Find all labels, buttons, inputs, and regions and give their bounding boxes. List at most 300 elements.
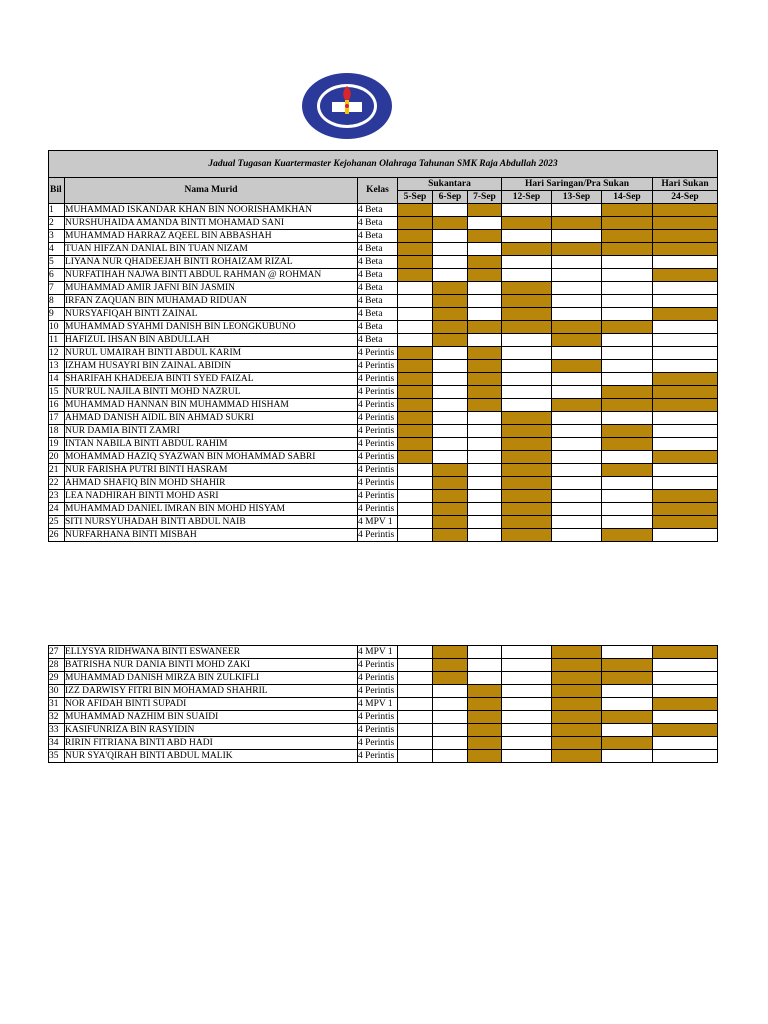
table-row: [49, 438, 718, 451]
duty-cell-empty: [468, 659, 502, 672]
duty-cell-assigned: [468, 360, 502, 373]
duty-cell-assigned: [602, 217, 653, 230]
duty-cell-assigned: [552, 711, 602, 724]
student-name: AHMAD SHAFIQ BIN MOHD SHAHIR: [65, 477, 358, 490]
duty-cell-assigned: [552, 737, 602, 750]
duty-cell-assigned: [602, 737, 653, 750]
table-row: [49, 386, 718, 399]
row-number: 5: [49, 256, 65, 269]
duty-cell-empty: [653, 360, 718, 373]
duty-cell-empty: [653, 659, 718, 672]
duty-schedule-table-continued: [48, 645, 718, 763]
duty-cell-empty: [398, 646, 433, 659]
duty-cell-empty: [552, 490, 602, 503]
table-row: [49, 451, 718, 464]
table-row: [49, 672, 718, 685]
table-row: [49, 230, 718, 243]
duty-cell-assigned: [653, 308, 718, 321]
table-row: [49, 217, 718, 230]
duty-cell-empty: [653, 477, 718, 490]
duty-cell-empty: [398, 321, 433, 334]
table-row: [49, 659, 718, 672]
duty-cell-assigned: [602, 243, 653, 256]
duty-cell-empty: [433, 204, 468, 217]
table-row: [49, 204, 718, 217]
duty-cell-assigned: [398, 399, 433, 412]
student-class: 4 Perintis: [358, 659, 398, 672]
student-class: 4 Beta: [358, 204, 398, 217]
student-name: SITI NURSYUHADAH BINTI ABDUL NAIB: [65, 516, 358, 529]
duty-cell-empty: [653, 347, 718, 360]
duty-cell-assigned: [433, 503, 468, 516]
student-class: 4 Beta: [358, 321, 398, 334]
duty-cell-empty: [602, 373, 653, 386]
student-class: 4 Perintis: [358, 503, 398, 516]
duty-cell-empty: [433, 230, 468, 243]
header-group-sukantara: Sukantara: [398, 178, 502, 191]
duty-cell-assigned: [433, 672, 468, 685]
student-name: MUHAMMAD SYAHMI DANISH BIN LEONGKUBUNO: [65, 321, 358, 334]
duty-cell-empty: [502, 711, 552, 724]
row-number: 29: [49, 672, 65, 685]
duty-cell-assigned: [398, 243, 433, 256]
student-rows-continued: [49, 646, 718, 763]
header-date: 6-Sep: [433, 191, 468, 204]
student-class: 4 Beta: [358, 217, 398, 230]
duty-cell-empty: [653, 334, 718, 347]
duty-cell-assigned: [502, 295, 552, 308]
duty-cell-empty: [398, 334, 433, 347]
row-number: 31: [49, 698, 65, 711]
duty-cell-empty: [398, 295, 433, 308]
duty-cell-assigned: [433, 321, 468, 334]
duty-cell-assigned: [602, 204, 653, 217]
duty-cell-empty: [502, 334, 552, 347]
duty-cell-assigned: [602, 425, 653, 438]
duty-cell-assigned: [468, 386, 502, 399]
student-name: NUR'RUL NAJILA BINTI MOHD NAZRUL: [65, 386, 358, 399]
duty-cell-assigned: [552, 724, 602, 737]
student-name: INTAN NABILA BINTI ABDUL RAHIM: [65, 438, 358, 451]
table-row: [49, 399, 718, 412]
duty-cell-assigned: [653, 646, 718, 659]
duty-cell-assigned: [602, 321, 653, 334]
student-class: 4 Beta: [358, 243, 398, 256]
row-number: 15: [49, 386, 65, 399]
duty-cell-assigned: [653, 269, 718, 282]
duty-cell-assigned: [653, 516, 718, 529]
student-name: MUHAMMAD DANIEL IMRAN BIN MOHD HISYAM: [65, 503, 358, 516]
duty-cell-empty: [502, 230, 552, 243]
student-class: 4 Beta: [358, 230, 398, 243]
row-number: 2: [49, 217, 65, 230]
duty-cell-empty: [398, 672, 433, 685]
table-row: [49, 269, 718, 282]
duty-cell-assigned: [602, 386, 653, 399]
table-row: [49, 321, 718, 334]
row-number: 3: [49, 230, 65, 243]
duty-cell-assigned: [433, 477, 468, 490]
duty-cell-empty: [433, 412, 468, 425]
duty-cell-empty: [653, 750, 718, 763]
duty-cell-assigned: [468, 399, 502, 412]
table-row: [49, 295, 718, 308]
table-row: [49, 737, 718, 750]
student-name: LEA NADHIRAH BINTI MOHD ASRI: [65, 490, 358, 503]
duty-cell-assigned: [502, 477, 552, 490]
duty-cell-empty: [502, 685, 552, 698]
duty-cell-empty: [653, 464, 718, 477]
table-row: [49, 347, 718, 360]
duty-cell-assigned: [468, 347, 502, 360]
header-group-saringan: Hari Saringan/Pra Sukan: [502, 178, 653, 191]
duty-cell-empty: [398, 490, 433, 503]
row-number: 8: [49, 295, 65, 308]
table-row: [49, 724, 718, 737]
student-name: IRFAN ZAQUAN BIN MUHAMAD RIDUAN: [65, 295, 358, 308]
table-row: [49, 516, 718, 529]
duty-cell-assigned: [433, 334, 468, 347]
duty-cell-empty: [468, 243, 502, 256]
duty-cell-assigned: [653, 724, 718, 737]
student-class: 4 Perintis: [358, 672, 398, 685]
table-row: [49, 282, 718, 295]
student-class: 4 Perintis: [358, 737, 398, 750]
duty-cell-empty: [552, 464, 602, 477]
student-name: NUR FARISHA PUTRI BINTI HASRAM: [65, 464, 358, 477]
duty-cell-empty: [433, 737, 468, 750]
duty-cell-assigned: [468, 230, 502, 243]
student-class: 4 Perintis: [358, 386, 398, 399]
row-number: 18: [49, 425, 65, 438]
duty-cell-empty: [398, 477, 433, 490]
row-number: 12: [49, 347, 65, 360]
duty-cell-assigned: [552, 672, 602, 685]
row-number: 1: [49, 204, 65, 217]
duty-cell-empty: [552, 529, 602, 542]
duty-cell-empty: [602, 256, 653, 269]
duty-cell-assigned: [468, 724, 502, 737]
duty-cell-empty: [502, 672, 552, 685]
duty-cell-empty: [468, 672, 502, 685]
duty-cell-empty: [602, 750, 653, 763]
duty-cell-assigned: [502, 412, 552, 425]
duty-cell-empty: [468, 464, 502, 477]
duty-cell-assigned: [433, 464, 468, 477]
header-date: 13-Sep: [552, 191, 602, 204]
duty-cell-assigned: [433, 529, 468, 542]
student-name: NOR AFIDAH BINTI SUPADI: [65, 698, 358, 711]
table-row: [49, 256, 718, 269]
duty-cell-assigned: [602, 438, 653, 451]
student-class: 4 Perintis: [358, 464, 398, 477]
student-name: MUHAMMAD HARRAZ AQEEL BIN ABBASHAH: [65, 230, 358, 243]
duty-cell-assigned: [653, 386, 718, 399]
duty-cell-empty: [468, 529, 502, 542]
duty-cell-assigned: [398, 451, 433, 464]
header-bil: Bil: [49, 178, 65, 204]
duty-cell-assigned: [433, 516, 468, 529]
duty-cell-empty: [468, 438, 502, 451]
duty-cell-empty: [468, 490, 502, 503]
duty-cell-assigned: [502, 503, 552, 516]
duty-cell-empty: [468, 334, 502, 347]
duty-cell-assigned: [653, 698, 718, 711]
table-row: [49, 750, 718, 763]
duty-cell-assigned: [653, 217, 718, 230]
duty-cell-assigned: [602, 464, 653, 477]
student-class: 4 Beta: [358, 282, 398, 295]
duty-cell-empty: [398, 308, 433, 321]
student-class: 4 Beta: [358, 334, 398, 347]
duty-cell-empty: [653, 321, 718, 334]
student-class: 4 Perintis: [358, 477, 398, 490]
school-crest-icon: [301, 72, 393, 140]
duty-cell-empty: [502, 347, 552, 360]
duty-cell-empty: [552, 347, 602, 360]
row-number: 9: [49, 308, 65, 321]
duty-cell-empty: [468, 646, 502, 659]
row-number: 28: [49, 659, 65, 672]
student-class: 4 Perintis: [358, 724, 398, 737]
student-name: NURFATIHAH NAJWA BINTI ABDUL RAHMAN @ ROHMAN: [65, 269, 358, 282]
duty-cell-empty: [398, 503, 433, 516]
row-number: 23: [49, 490, 65, 503]
row-number: 11: [49, 334, 65, 347]
student-class: 4 MPV 1: [358, 516, 398, 529]
table-row: [49, 334, 718, 347]
row-number: 32: [49, 711, 65, 724]
table-row: [49, 360, 718, 373]
duty-cell-assigned: [398, 360, 433, 373]
student-rows: [49, 204, 718, 542]
duty-cell-empty: [552, 282, 602, 295]
duty-cell-empty: [602, 516, 653, 529]
duty-cell-assigned: [433, 217, 468, 230]
row-number: 17: [49, 412, 65, 425]
duty-cell-empty: [433, 724, 468, 737]
student-name: NUR SYA'QIRAH BINTI ABDUL MALIK: [65, 750, 358, 763]
student-name: NURSYAFIQAH BINTI ZAINAL: [65, 308, 358, 321]
duty-cell-empty: [502, 646, 552, 659]
duty-cell-assigned: [602, 672, 653, 685]
duty-cell-empty: [602, 477, 653, 490]
table-row: [49, 243, 718, 256]
duty-cell-assigned: [653, 373, 718, 386]
student-name: MOHAMMAD HAZIQ SYAZWAN BIN MOHAMMAD SABRI: [65, 451, 358, 464]
student-class: 4 Beta: [358, 295, 398, 308]
student-class: 4 Beta: [358, 269, 398, 282]
duty-cell-assigned: [468, 698, 502, 711]
duty-cell-empty: [552, 516, 602, 529]
row-number: 34: [49, 737, 65, 750]
duty-cell-empty: [552, 269, 602, 282]
duty-cell-empty: [602, 685, 653, 698]
duty-cell-assigned: [398, 204, 433, 217]
duty-cell-empty: [433, 373, 468, 386]
header-date: 14-Sep: [602, 191, 653, 204]
duty-cell-empty: [653, 282, 718, 295]
duty-cell-empty: [398, 685, 433, 698]
duty-cell-empty: [602, 412, 653, 425]
duty-cell-empty: [398, 659, 433, 672]
student-name: AHMAD DANISH AIDIL BIN AHMAD SUKRI: [65, 412, 358, 425]
student-name: NURFARHANA BINTI MISBAH: [65, 529, 358, 542]
row-number: 35: [49, 750, 65, 763]
student-name: MUHAMMAD NAZHIM BIN SUAIDI: [65, 711, 358, 724]
student-name: ELLYSYA RIDHWANA BINTI ESWANEER: [65, 646, 358, 659]
student-class: 4 Perintis: [358, 490, 398, 503]
duty-cell-assigned: [602, 529, 653, 542]
duty-cell-assigned: [433, 646, 468, 659]
duty-cell-assigned: [502, 438, 552, 451]
duty-cell-assigned: [468, 321, 502, 334]
duty-cell-empty: [502, 204, 552, 217]
duty-cell-empty: [602, 334, 653, 347]
student-class: 4 Perintis: [358, 451, 398, 464]
table-row: [49, 412, 718, 425]
duty-cell-assigned: [552, 334, 602, 347]
duty-cell-assigned: [502, 243, 552, 256]
header-kelas: Kelas: [358, 178, 398, 204]
duty-cell-empty: [552, 425, 602, 438]
duty-cell-empty: [552, 503, 602, 516]
duty-cell-empty: [653, 295, 718, 308]
duty-cell-assigned: [433, 295, 468, 308]
duty-cell-empty: [433, 451, 468, 464]
table-row: [49, 685, 718, 698]
student-class: 4 Perintis: [358, 425, 398, 438]
duty-cell-assigned: [468, 256, 502, 269]
duty-schedule-table: [48, 150, 718, 542]
duty-cell-assigned: [653, 204, 718, 217]
duty-cell-empty: [398, 464, 433, 477]
duty-cell-assigned: [468, 373, 502, 386]
duty-cell-assigned: [398, 386, 433, 399]
row-number: 25: [49, 516, 65, 529]
duty-cell-assigned: [433, 308, 468, 321]
duty-cell-empty: [602, 451, 653, 464]
duty-cell-assigned: [468, 269, 502, 282]
duty-cell-assigned: [502, 529, 552, 542]
duty-cell-empty: [502, 659, 552, 672]
duty-cell-assigned: [433, 490, 468, 503]
student-name: KASIFUNRIZA BIN RASYIDIN: [65, 724, 358, 737]
duty-cell-assigned: [552, 217, 602, 230]
duty-cell-empty: [502, 386, 552, 399]
duty-cell-empty: [653, 412, 718, 425]
duty-cell-empty: [433, 685, 468, 698]
duty-cell-empty: [398, 529, 433, 542]
duty-cell-assigned: [502, 217, 552, 230]
duty-cell-empty: [502, 360, 552, 373]
student-class: 4 Perintis: [358, 412, 398, 425]
duty-cell-assigned: [552, 399, 602, 412]
student-name: HAFIZUL IHSAN BIN ABDULLAH: [65, 334, 358, 347]
duty-cell-assigned: [398, 412, 433, 425]
student-name: NURUL UMAIRAH BINTI ABDUL KARIM: [65, 347, 358, 360]
student-name: RIRIN FITRIANA BINTI ABD HADI: [65, 737, 358, 750]
duty-cell-assigned: [552, 698, 602, 711]
student-class: 4 Perintis: [358, 373, 398, 386]
duty-cell-assigned: [602, 399, 653, 412]
duty-cell-empty: [468, 308, 502, 321]
row-number: 24: [49, 503, 65, 516]
row-number: 30: [49, 685, 65, 698]
duty-cell-empty: [552, 204, 602, 217]
row-number: 13: [49, 360, 65, 373]
duty-cell-empty: [653, 425, 718, 438]
duty-cell-empty: [433, 438, 468, 451]
duty-cell-empty: [653, 438, 718, 451]
table-row: [49, 425, 718, 438]
duty-cell-assigned: [602, 711, 653, 724]
student-class: 4 Perintis: [358, 711, 398, 724]
duty-cell-assigned: [552, 750, 602, 763]
student-name: BATRISHA NUR DANIA BINTI MOHD ZAKI: [65, 659, 358, 672]
duty-cell-empty: [602, 503, 653, 516]
duty-cell-empty: [653, 672, 718, 685]
duty-cell-empty: [552, 295, 602, 308]
duty-cell-empty: [602, 698, 653, 711]
student-name: TUAN HIFZAN DANIAL BIN TUAN NIZAM: [65, 243, 358, 256]
student-name: LIYANA NUR QHADEEJAH BINTI ROHAIZAM RIZAL: [65, 256, 358, 269]
header-group-hari-sukan: Hari Sukan: [653, 178, 718, 191]
duty-cell-assigned: [552, 243, 602, 256]
duty-cell-empty: [653, 685, 718, 698]
duty-cell-empty: [552, 256, 602, 269]
duty-cell-assigned: [653, 451, 718, 464]
table-row: [49, 464, 718, 477]
table-row: [49, 477, 718, 490]
duty-cell-empty: [653, 529, 718, 542]
student-class: 4 Perintis: [358, 438, 398, 451]
duty-cell-empty: [398, 516, 433, 529]
duty-cell-assigned: [653, 503, 718, 516]
duty-cell-empty: [602, 360, 653, 373]
duty-cell-assigned: [502, 308, 552, 321]
duty-cell-assigned: [398, 217, 433, 230]
duty-cell-assigned: [502, 321, 552, 334]
duty-cell-assigned: [398, 438, 433, 451]
row-number: 26: [49, 529, 65, 542]
duty-cell-empty: [502, 256, 552, 269]
duty-cell-assigned: [398, 230, 433, 243]
student-class: 4 MPV 1: [358, 646, 398, 659]
student-name: NUR DAMIA BINTI ZAMRI: [65, 425, 358, 438]
duty-cell-assigned: [398, 425, 433, 438]
duty-cell-empty: [433, 347, 468, 360]
duty-cell-assigned: [433, 282, 468, 295]
duty-cell-empty: [552, 412, 602, 425]
duty-cell-assigned: [552, 646, 602, 659]
duty-cell-assigned: [653, 490, 718, 503]
duty-cell-empty: [433, 256, 468, 269]
duty-cell-empty: [433, 399, 468, 412]
duty-cell-empty: [398, 737, 433, 750]
duty-cell-empty: [468, 282, 502, 295]
table-row: [49, 711, 718, 724]
duty-cell-empty: [552, 386, 602, 399]
duty-cell-assigned: [653, 243, 718, 256]
row-number: 6: [49, 269, 65, 282]
duty-cell-empty: [602, 269, 653, 282]
duty-cell-empty: [602, 724, 653, 737]
duty-cell-empty: [468, 516, 502, 529]
duty-cell-empty: [552, 477, 602, 490]
duty-cell-empty: [433, 711, 468, 724]
duty-cell-empty: [602, 295, 653, 308]
